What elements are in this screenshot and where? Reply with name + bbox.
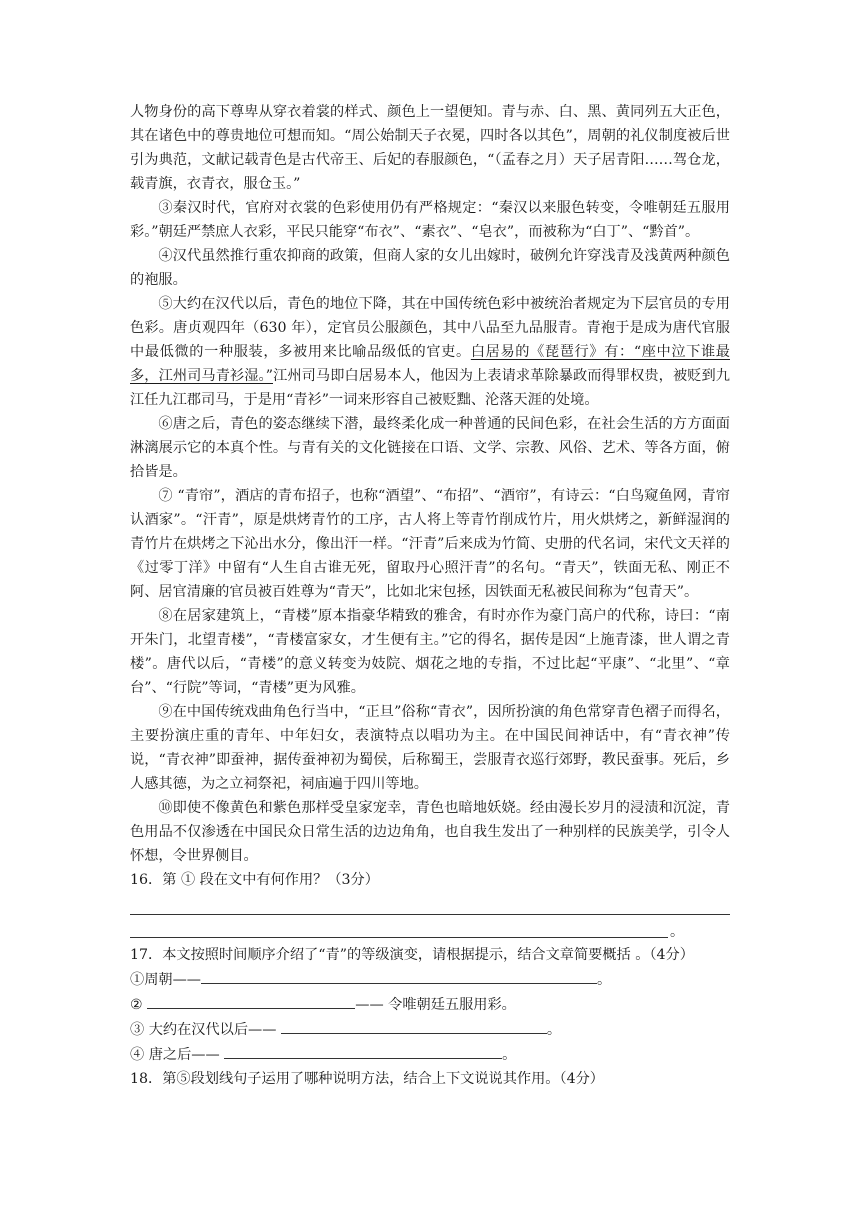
paragraph-8: ⑧在居家建筑上，“青楼”原本指豪华精致的雅舍，有时亦作为豪门高户的代称，诗曰：“南开朱门，北望青楼”，“青楼富家女，才生便有主。”它的得名，据传是因“上施青漆，世人谓之青楼”。唐代以后，“青楼”的意义转变为妓院、烟花之地的专指，不过比起“平康”、“北里”、“章台”、“行院”等词，“青楼”更为风雅。 (130, 608, 730, 696)
answer-line-16b[interactable] (130, 915, 668, 938)
q17-item-1-prefix: ①周朝—— (130, 972, 201, 988)
q17-item-1 (130, 967, 730, 992)
q17-item-3-suffix: 。 (546, 1022, 562, 1038)
q17-item-4-suffix: 。 (502, 1047, 517, 1063)
question-18: 18．第⑤段划线句子运用了哪种说明方法，结合上下文说说其作用。（4分） (130, 1071, 604, 1087)
q17-blank-4[interactable] (224, 1042, 502, 1059)
paragraph-5 (130, 292, 730, 412)
q17-blank-3[interactable] (281, 1017, 547, 1034)
q17-blank-2[interactable] (147, 992, 355, 1009)
q17-item-4 (130, 1042, 730, 1067)
q17-item-2-suffix: —— 令唯朝廷五服用彩。 (355, 997, 516, 1013)
question-16: 16．第 ① 段在文中有何作用？（3分） (130, 872, 379, 888)
paragraph-9: ⑨在中国传统戏曲角色行当中，“正旦”俗称“青衣”，因所扮演的角色常穿青色褶子而得名，主要扮演庄重的青年、中年妇女，表演特点以唱功为主。在中国民间神话中，有“青衣神”传说，“青衣神”即蚕神，据传蚕神初为蜀侯，后称蜀王，尝服青衣巡行郊野，教民蚕事。死后，乡人感其德，为之立祠祭祀，祠庙遍于四川等地。 (130, 704, 730, 792)
paragraph-10: ⑩即使不像黄色和紫色那样受皇家宠幸，青色也暗地妖娆。经由漫长岁月的浸渍和沉淀，青色用品不仅渗透在中国民众日常生活的边边角角，也自我生发出了一种别样的民族美学，引令人怀想，令世界侧目。 (130, 800, 730, 864)
paragraph-1-continued: 人物身份的高下尊卑从穿衣着裳的样式、颜色上一望便知。青与赤、白、黑、黄同列五大正色，其在诸色中的尊贵地位可想而知。“周公始制天子衣冕，四时各以其色”，周朝的礼仪制度被后世引为典范，文献记载青色是古代帝王、后妃的春服颜色，“（孟春之月）天子居青阳……驾仓龙，载青旗，衣青衣，服仓玉。” (130, 104, 730, 192)
paragraph-6: ⑥唐之后，青色的姿态继续下潜，最终柔化成一种普通的民间色彩，在社会生活的方方面面淋漓展示它的本真个性。与青有关的文化链接在口语、文学、宗教、风俗、艺术、等各方面，俯拾皆是。 (130, 416, 730, 480)
q17-item-1-suffix: 。 (596, 972, 612, 988)
q17-item-2 (130, 992, 730, 1017)
paragraph-7: ⑦ “青帘”，酒店的青布招子，也称“酒望”、“布招”、“酒帘”，有诗云：“白鸟窥鱼网，青帘认酒家”。“汗青”，原是烘烤青竹的工序，古人将上等青竹削成竹片，用火烘烤之，新鲜湿润的青竹片在烘烤之下沁出水分，像出汗一样。“汗青”后来成为竹简、史册的代名词，宋代文天祥的《过零丁洋》中留有“人生自古谁无死，留取丹心照汗青”的名句。“青天”，铁面无私、刚正不阿、居官清廉的官员被百姓尊为“青天”，比如北宋包拯，因铁面无私被民间称为“包青天”。 (130, 488, 730, 600)
answer-16-period: 。 (670, 924, 684, 940)
underlined-sentence: 白居易的《琵琶行》有：“座中泣下谁最多，江州司马青衫湿。” (130, 344, 730, 384)
document-page (130, 100, 730, 1091)
q17-item-3-prefix: ③ 大约在汉代以后—— (130, 1022, 277, 1038)
question-17: 17．本文按照时间顺序介绍了“青”的等级演变，请根据提示，结合文章简要概括 。（4分） (130, 947, 694, 963)
q17-item-2-prefix: ② (130, 997, 143, 1013)
q17-blank-1[interactable] (201, 967, 597, 984)
q17-item-4-prefix: ④ 唐之后—— (130, 1047, 220, 1063)
paragraph-5-part-b: 江州司马即白居易本人，他因为上表请求革除暴政而得罪权贵，被贬到九江任九江郡司马，于是用“青衫”一词来形容自己被贬黜、沦落天涯的处境。 (130, 368, 730, 408)
answer-line-16a[interactable] (130, 892, 730, 915)
paragraph-3: ③秦汉时代，官府对衣裳的色彩使用仍有严格规定：“秦汉以来服色转变，令唯朝廷五服用彩。”朝廷严禁庶人衣彩，平民只能穿“布衣”、“素衣”、“皂衣”，而被称为“白丁”、“黔首”。 (130, 200, 730, 240)
paragraph-5-part-a: ⑤大约在汉代以后，青色的地位下降，其在中国传统色彩中被统治者规定为下层官员的专用色彩。唐贞观四年（630 年），定官员公服颜色，其中八品至九品服青。青袍于是成为唐代官服中最低微的一种服装，多被用来比喻品级低的官吏。 (130, 296, 730, 360)
paragraph-4: ④汉代虽然推行重农抑商的政策，但商人家的女儿出嫁时，破例允许穿浅青及浅黄两种颜色的袍服。 (130, 248, 730, 288)
answer-line-16b-row (130, 915, 730, 939)
q17-item-3 (130, 1017, 730, 1042)
